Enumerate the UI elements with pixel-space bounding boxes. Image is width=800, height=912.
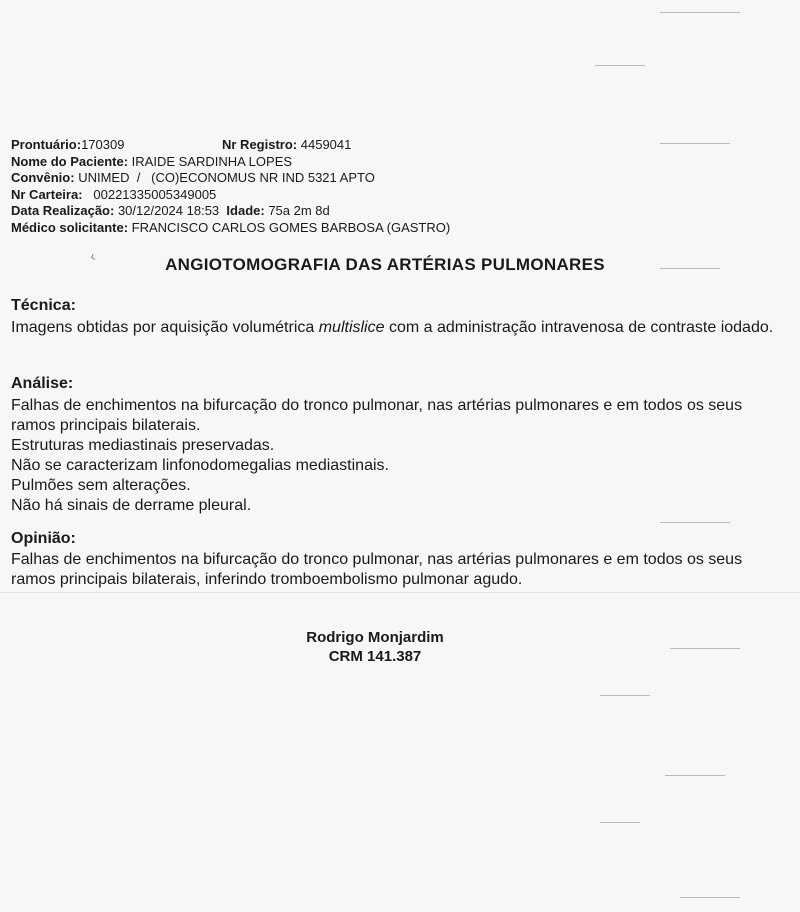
carteira-row <box>11 187 450 204</box>
paper-speck <box>595 65 645 66</box>
paper-speck <box>600 695 650 696</box>
registro-row <box>222 137 351 154</box>
paper-speck <box>665 775 725 776</box>
convenio-row <box>11 170 450 187</box>
analise-heading: Análise: <box>11 375 74 392</box>
analise-line: Estruturas mediastinais preservadas. <box>11 437 275 454</box>
paper-speck <box>680 897 740 898</box>
idade-value: 75a 2m 8d <box>268 203 330 218</box>
paciente-label: Nome do Paciente: <box>11 153 129 169</box>
analise-line: Não se caracterizam linfonodomegalias mediastinais. <box>11 457 389 474</box>
data-label: Data Realização: <box>11 203 115 218</box>
patient-header <box>11 137 450 236</box>
opiniao-text: Falhas de enchimentos na bifurcação do tronco pulmonar, nas artérias pulmonares e em todos os seus ramos principais bilaterais, inferindo tromboembolismo pulmonar agudo. <box>11 551 743 588</box>
signature-block <box>0 628 750 666</box>
data-row <box>11 203 450 220</box>
idade-label: Idade: <box>226 203 265 218</box>
analise-line: Não há sinais de derrame pleural. <box>11 497 252 514</box>
tecnica-text-before: Imagens obtidas por aquisição volumétrica <box>11 319 319 336</box>
paper-fold <box>0 592 800 593</box>
carteira-label: Nr Carteira: <box>11 186 83 202</box>
paper-speck <box>600 822 640 823</box>
paper-speck <box>660 143 730 144</box>
tecnica-text-after: com a administração intravenosa de contraste iodado. <box>384 319 774 336</box>
prontuario-value: 170309 <box>81 137 125 152</box>
opiniao-heading: Opinião: <box>11 530 76 547</box>
paciente-value: IRAIDE SARDINHA LOPES <box>131 153 293 169</box>
paciente-row <box>11 154 450 171</box>
exam-title: ANGIOTOMOGRAFIA DAS ARTÉRIAS PULMONARES <box>165 255 605 274</box>
tecnica-heading: Técnica: <box>11 297 76 314</box>
signature-crm: CRM 141.387 <box>328 648 422 665</box>
carteira-value: 00221335005349005 <box>93 186 217 202</box>
registro-value: 4459041 <box>300 137 352 152</box>
convenio-label: Convênio: <box>11 170 75 185</box>
medico-label: Médico solicitante: <box>11 219 129 235</box>
paper-speck <box>660 12 740 13</box>
medico-row <box>11 220 450 237</box>
analise-text <box>11 396 781 516</box>
data-value: 30/12/2024 18:53 <box>117 203 220 218</box>
pen-mark-icon: ‹ <box>87 247 98 265</box>
prontuario-label: Prontuário: <box>11 137 82 152</box>
paper-speck <box>660 522 730 523</box>
analise-line: Falhas de enchimentos na bifurcação do tronco pulmonar, nas artérias pulmonares e em todos os seus ramos principais bilaterais. <box>11 397 743 434</box>
tecnica-text-italic: multislice <box>318 319 385 336</box>
analise-line: Pulmões sem alterações. <box>11 477 191 494</box>
convenio-value: UNIMED / (CO)ECONOMUS NR IND 5321 APTO <box>78 170 375 185</box>
registro-label: Nr Registro: <box>222 137 298 152</box>
tecnica-text <box>11 318 781 338</box>
signature-name: Rodrigo Monjardim <box>306 629 444 646</box>
medico-value: FRANCISCO CARLOS GOMES BARBOSA (GASTRO) <box>131 219 451 235</box>
